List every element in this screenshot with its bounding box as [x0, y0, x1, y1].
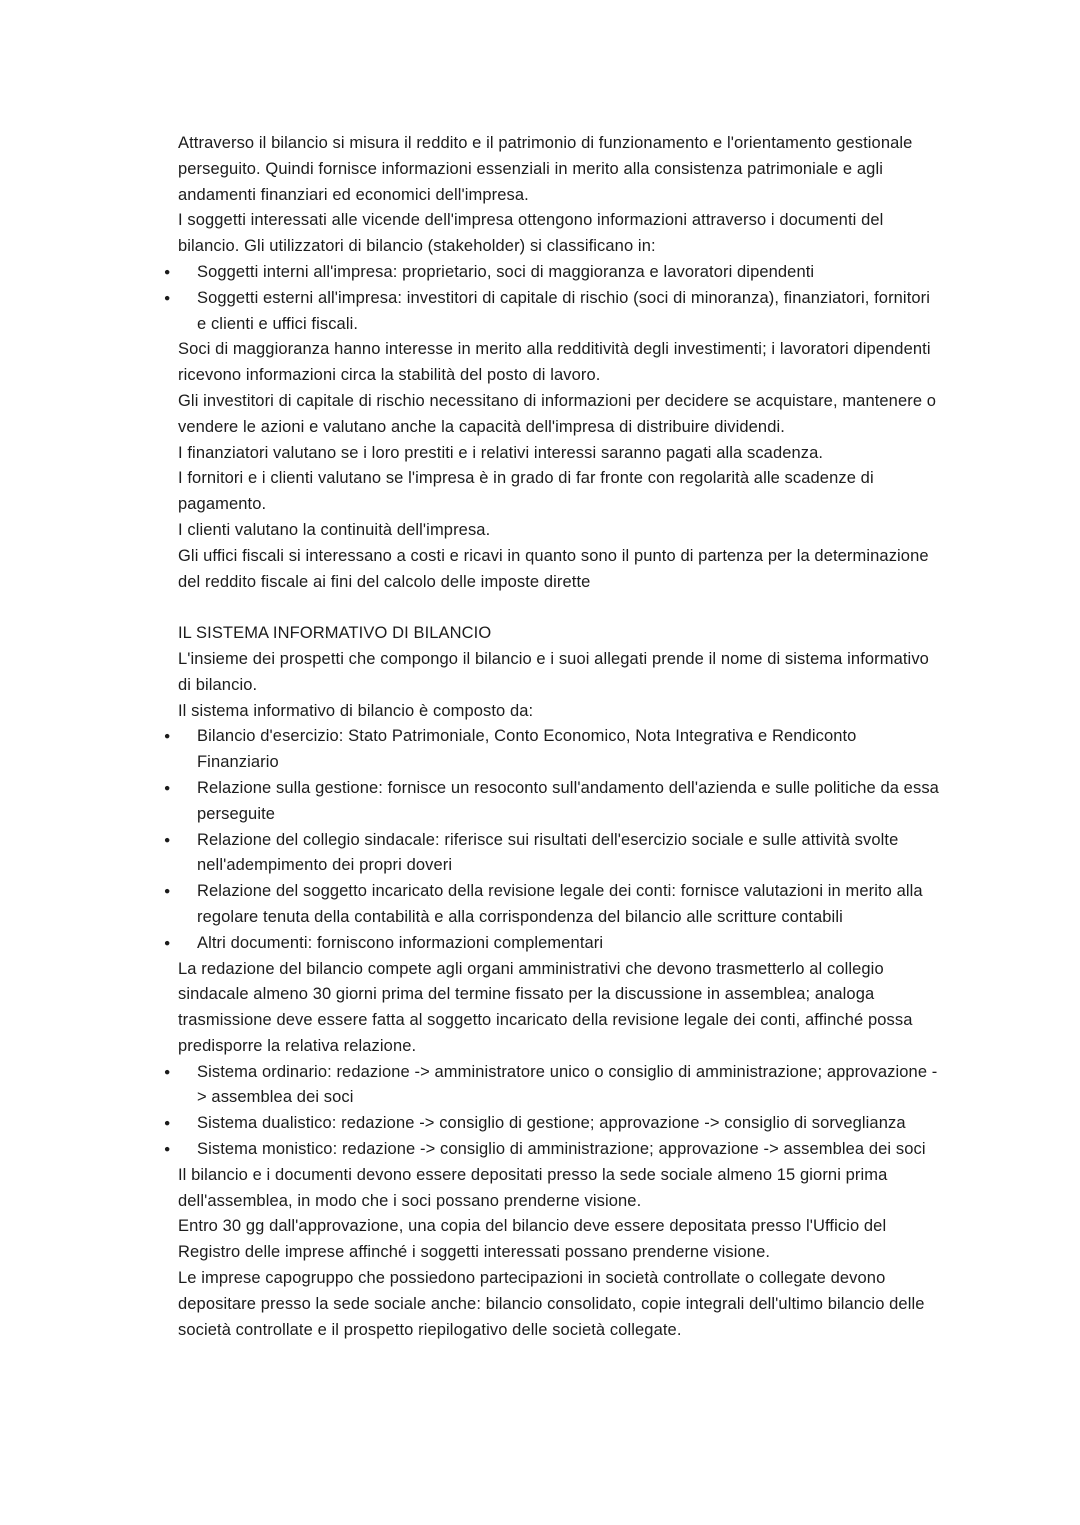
list-item-text: Sistema ordinario: redazione -> amministratore unico o consiglio di amministrazione; approvazione -> assemblea dei soci [197, 1062, 938, 1107]
document-body [164, 131, 942, 1343]
blank-line [178, 595, 942, 621]
section-heading: IL SISTEMA INFORMATIVO DI BILANCIO [178, 624, 492, 643]
list-item [164, 724, 942, 776]
paragraph: I finanziatori valutano se i loro prestiti e i relativi interessi saranno pagati alla scadenza. [178, 443, 824, 462]
list-item [164, 286, 942, 338]
list-item [164, 931, 942, 957]
bullet-icon: ● [164, 730, 171, 743]
paragraph: Gli uffici fiscali si interessano a costi e ricavi in quanto sono il punto di partenza per la determinazione del reddito fiscale ai fini del calcolo delle imposte dirette [178, 546, 929, 591]
list-item [164, 260, 942, 286]
list-item [164, 879, 942, 931]
paragraph: Il sistema informativo di bilancio è composto da: [178, 701, 534, 720]
list-item [164, 1060, 942, 1112]
list-item-text: Soggetti interni all'impresa: proprietario, soci di maggioranza e lavoratori dipendenti [197, 262, 815, 281]
bullet-icon: ● [164, 291, 171, 304]
paragraph: Soci di maggioranza hanno interesse in merito alla redditività degli investimenti; i lavoratori dipendenti ricevono informazioni circa la stabilità del posto di lavoro. [178, 340, 931, 385]
bullet-icon: ● [164, 265, 171, 278]
list-item-text: Relazione del soggetto incaricato della revisione legale dei conti: fornisce valutazioni in merito alla regolare tenuta della contabilità e alla corrispondenza del bilancio alle scritture contabili [197, 882, 923, 926]
list-item-text: Sistema monistico: redazione -> consiglio di amministrazione; approvazione -> assemblea dei soci [197, 1140, 926, 1159]
bullet-icon: ● [164, 1117, 171, 1130]
bullet-icon: ● [164, 781, 171, 794]
paragraph: Il bilancio e i documenti devono essere depositati presso la sede sociale almeno 15 giorni prima dell'assemblea, in modo che i soci possano prenderne visione. [178, 1165, 888, 1210]
list-item-text: Altri documenti: forniscono informazioni complementari [197, 933, 604, 952]
list-item-text: Soggetti esterni all'impresa: investitori di capitale di rischio (soci di minoranza), finanziatori, fornitori e clienti e uffici fiscali. [197, 288, 931, 333]
bullet-icon: ● [164, 1065, 171, 1078]
paragraph: Attraverso il bilancio si misura il reddito e il patrimonio di funzionamento e l'orientamento gestionale perseguito. Quindi fornisce informazioni essenziali in merito alla consistenza patrimoniale e agli andamenti finanziari ed economici dell'impresa. [178, 134, 913, 204]
paragraph: I soggetti interessati alle vicende dell'impresa ottengono informazioni attraverso i documenti del bilancio. Gli utilizzatori di bilancio (stakeholder) si classificano in: [178, 211, 884, 256]
list-item [164, 776, 942, 828]
bullet-icon: ● [164, 833, 171, 846]
paragraph: Entro 30 gg dall'approvazione, una copia del bilancio deve essere depositata presso l'Ufficio del Registro delle imprese affinché i soggetti interessati possano prenderne visione. [178, 1217, 887, 1262]
bullet-icon: ● [164, 885, 171, 898]
paragraph: Le imprese capogruppo che possiedono partecipazioni in società controllate o collegate devono depositare presso la sede sociale anche: bilancio consolidato, copie integrali dell'ultimo bilancio delle società controllate e il prospetto riepilogativo delle società collegate. [178, 1269, 925, 1339]
paragraph: L'insieme dei prospetti che compongo il bilancio e i suoi allegati prende il nome di sistema informativo di bilancio. [178, 649, 929, 694]
bullet-icon: ● [164, 936, 171, 949]
list-item-text: Relazione del collegio sindacale: riferisce sui risultati dell'esercizio sociale e sulle attività svolte nell'adempimento dei propri doveri [197, 830, 899, 875]
list-item [164, 1137, 942, 1163]
list-item-text: Relazione sulla gestione: fornisce un resoconto sull'andamento dell'azienda e sulle politiche da essa perseguite [197, 778, 939, 823]
paragraph: La redazione del bilancio compete agli organi amministrativi che devono trasmetterlo al collegio sindacale almeno 30 giorni prima del termine fissato per la discussione in assemblea; analoga trasmissione deve essere fatta al soggetto incaricato della revisione legale dei conti, affinché possa predisporre la relativa relazione. [178, 959, 913, 1055]
document-page [164, 131, 942, 1343]
paragraph: I clienti valutano la continuità dell'impresa. [178, 520, 491, 539]
paragraph: I fornitori e i clienti valutano se l'impresa è in grado di far fronte con regolarità alle scadenze di pagamento. [178, 469, 874, 514]
list-item-text: Bilancio d'esercizio: Stato Patrimoniale, Conto Economico, Nota Integrativa e Rendiconto Finanziario [197, 727, 857, 772]
paragraph: Gli investitori di capitale di rischio necessitano di informazioni per decidere se acquistare, mantenere o vendere le azioni e valutano anche la capacità dell'impresa di distribuire dividendi. [178, 391, 937, 436]
list-item [164, 828, 942, 880]
list-item [164, 1111, 942, 1137]
list-item-text: Sistema dualistico: redazione -> consiglio di gestione; approvazione -> consiglio di sorveglianza [197, 1114, 906, 1133]
bullet-icon: ● [164, 1143, 171, 1156]
